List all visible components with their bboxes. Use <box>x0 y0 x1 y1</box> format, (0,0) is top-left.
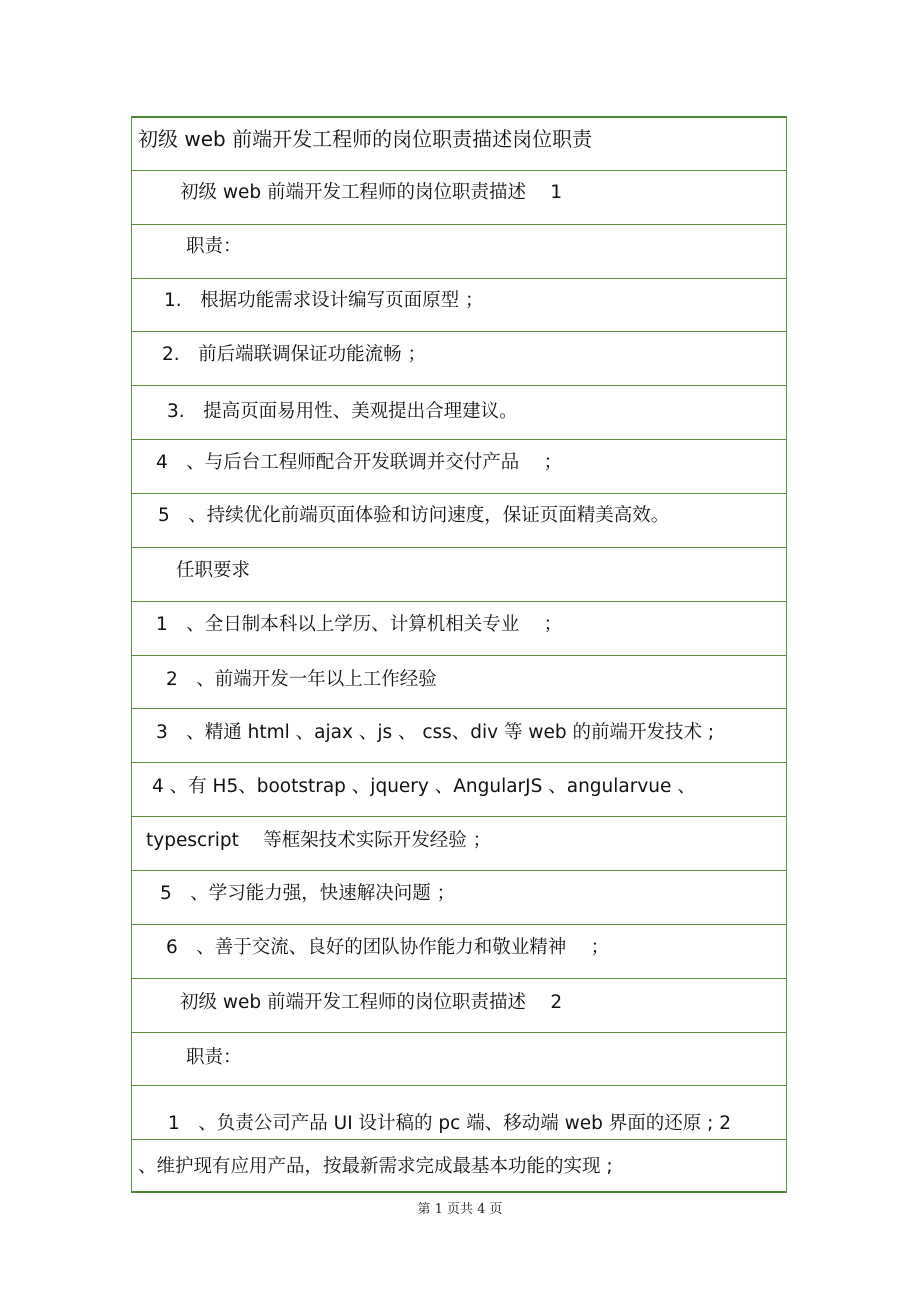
list-item: 3 、精通 html 、ajax 、js 、 css、div 等 web 的前端开发技术 ; <box>156 722 715 743</box>
row-divider <box>132 331 786 332</box>
row-divider <box>132 1032 786 1033</box>
section-heading-1: 初级 web 前端开发工程师的岗位职责描述 1 <box>180 182 563 203</box>
document-table <box>131 116 787 1193</box>
row-divider <box>132 601 786 602</box>
list-item: 3. 提高页面易用性、美观提出合理建议。 <box>167 401 518 422</box>
row-divider <box>132 870 786 871</box>
row-divider <box>132 978 786 979</box>
list-item: 5 、学习能力强，快速解决问题 ； <box>160 883 456 904</box>
list-item: 1 、负责公司产品 UI 设计稿的 pc 端、移动端 web 界面的还原 ; 2 <box>168 1113 731 1134</box>
list-item: 4 、与后台工程师配合开发联调并交付产品 ； <box>156 452 563 473</box>
list-item: 2 、前端开发一年以上工作经验 <box>166 669 437 690</box>
page-footer: 第 1 页共 4 页 <box>417 1202 503 1217</box>
list-item: 5 、持续优化前端页面体验和访问速度，保证页面精美高效。 <box>158 505 670 526</box>
duties-label: 职责： <box>186 1047 242 1068</box>
row-divider <box>132 816 786 817</box>
list-item: 、维护现有应用产品，按最新需求完成最基本功能的实现 ; <box>138 1156 613 1177</box>
row-divider <box>132 762 786 763</box>
list-item: 1. 根据功能需求设计编写页面原型 ； <box>164 290 484 311</box>
list-item: 1 、全日制本科以上学历、计算机相关专业 ； <box>156 614 563 635</box>
row-divider <box>132 170 786 171</box>
row-divider <box>132 1139 786 1140</box>
table-border-top <box>132 116 786 118</box>
section-heading-2: 初级 web 前端开发工程师的岗位职责描述 2 <box>180 992 563 1013</box>
list-item: typescript 等框架技术实际开发经验 ； <box>146 830 492 851</box>
row-divider <box>132 493 786 494</box>
row-divider <box>132 278 786 279</box>
row-divider <box>132 924 786 925</box>
row-divider <box>132 547 786 548</box>
document-title: 初级 web 前端开发工程师的岗位职责描述岗位职责 <box>138 127 593 151</box>
list-item: 2. 前后端联调保证功能流畅 ； <box>162 344 427 365</box>
row-divider <box>132 439 786 440</box>
row-divider <box>132 708 786 709</box>
row-divider <box>132 385 786 386</box>
duties-label: 职责： <box>186 236 242 257</box>
row-divider <box>132 655 786 656</box>
list-item: 4 、有 H5、bootstrap 、jquery 、AngularJS 、angularvue 、 <box>152 776 696 797</box>
requirements-label: 任职要求 <box>176 560 251 581</box>
table-border-bottom <box>132 1191 786 1193</box>
row-divider <box>132 224 786 225</box>
list-item: 6 、善于交流、良好的团队协作能力和敬业精神 ； <box>166 937 610 958</box>
row-divider <box>132 1085 786 1086</box>
